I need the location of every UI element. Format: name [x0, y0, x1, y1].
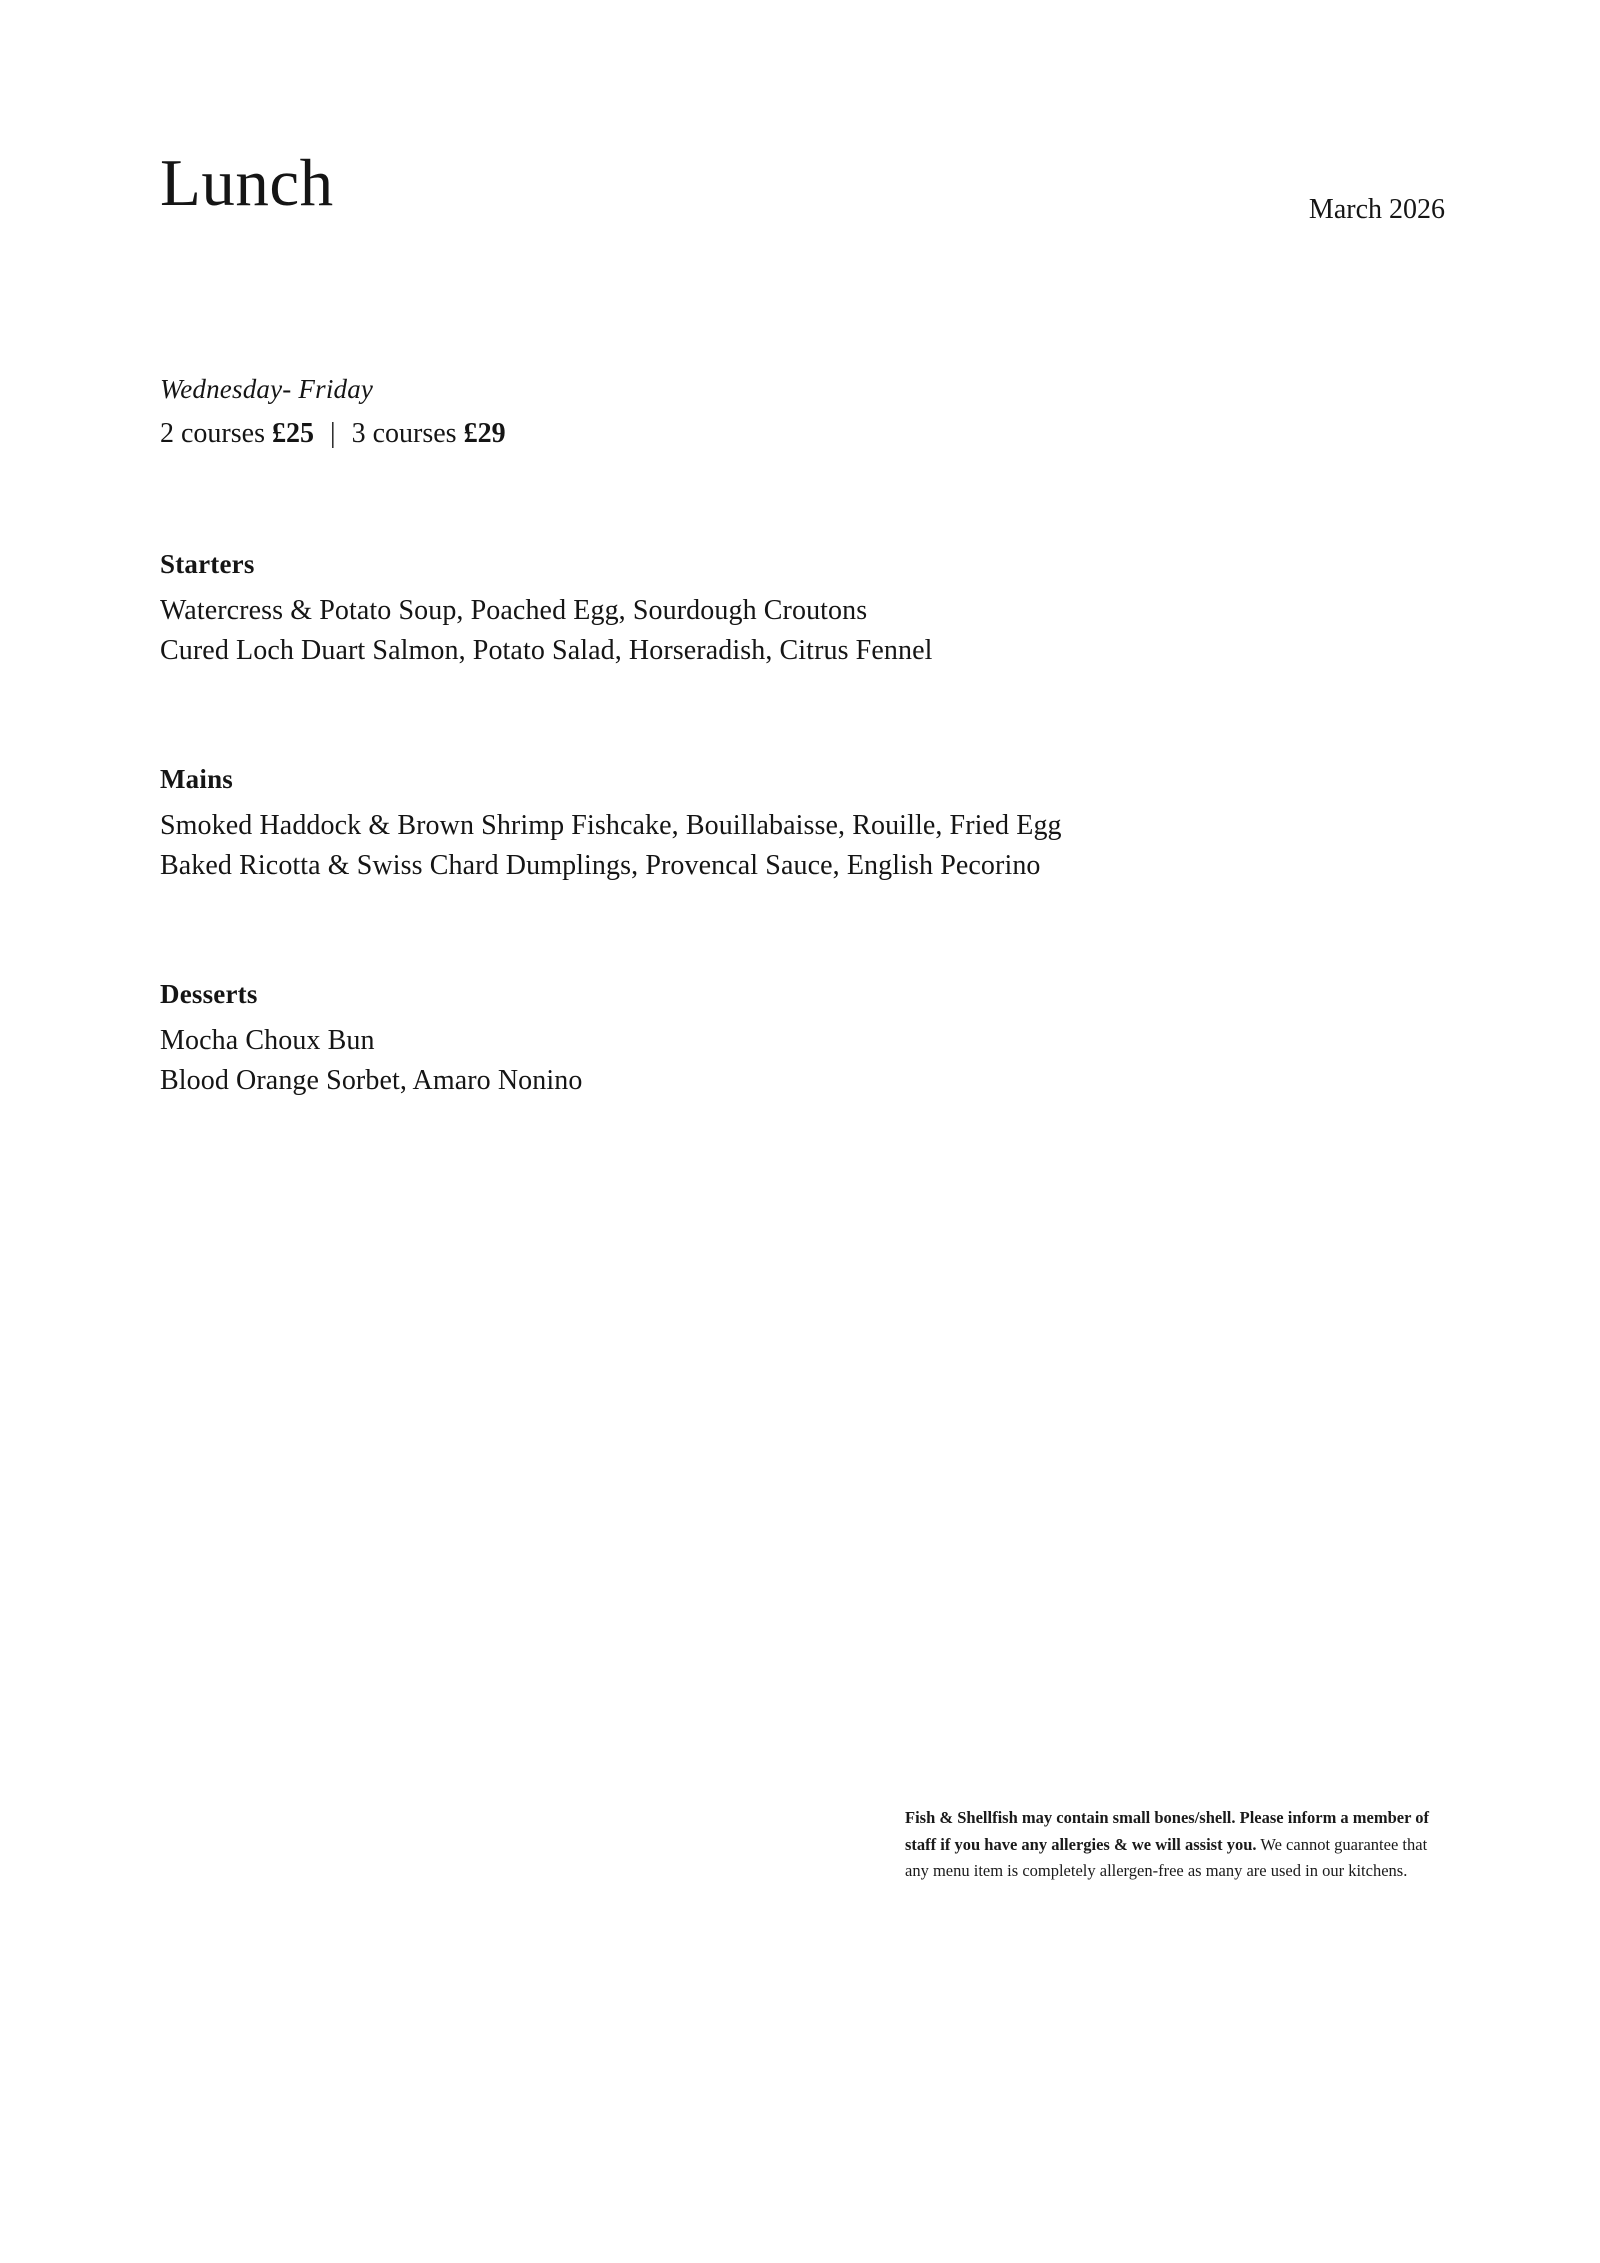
section-heading: Desserts	[160, 979, 258, 1010]
page-title: Lunch	[160, 146, 334, 220]
section-heading: Starters	[160, 549, 255, 580]
allergen-notice	[905, 1805, 1445, 1885]
menu-content	[160, 146, 1450, 1100]
menu-date: March 2026	[1308, 194, 1445, 225]
menu-section-starters	[160, 547, 1450, 670]
menu-item: Baked Ricotta & Swiss Chard Dumplings, Provencal Sauce, English Pecorino	[160, 849, 1041, 881]
two-course-price: £25	[271, 418, 314, 450]
menu-item: Mocha Choux Bun	[160, 1025, 375, 1057]
three-course-label: 3 courses	[351, 418, 457, 450]
menu-header	[160, 146, 1450, 260]
menu-section-desserts	[160, 977, 1450, 1100]
price-line	[160, 413, 1450, 455]
menu-item: Smoked Haddock & Brown Shrimp Fishcake, Bouillabaisse, Rouille, Fried Egg	[160, 810, 1062, 842]
price-separator: |	[329, 418, 336, 450]
section-heading: Mains	[160, 764, 234, 795]
menu-item: Watercress & Potato Soup, Poached Egg, Sourdough Croutons	[160, 595, 868, 627]
menu-section-mains	[160, 762, 1450, 885]
two-course-label: 2 courses	[160, 418, 265, 450]
three-course-price: £29	[463, 418, 506, 450]
service-days: Wednesday- Friday	[160, 374, 374, 404]
allergen-notice-bold: Fish & Shellfish may contain small bones/shell. Please inform a member of staff if you have any allergies & we will assist you.	[905, 1808, 1430, 1854]
allergen-notice-regular: We cannot guarantee that any menu item is completely allergen-free as many are used in our kitchens.	[905, 1834, 1428, 1881]
menu-item: Cured Loch Duart Salmon, Potato Salad, Horseradish, Citrus Fennel	[160, 634, 933, 666]
service-info	[160, 370, 1450, 455]
menu-item: Blood Orange Sorbet, Amaro Nonino	[160, 1064, 583, 1096]
